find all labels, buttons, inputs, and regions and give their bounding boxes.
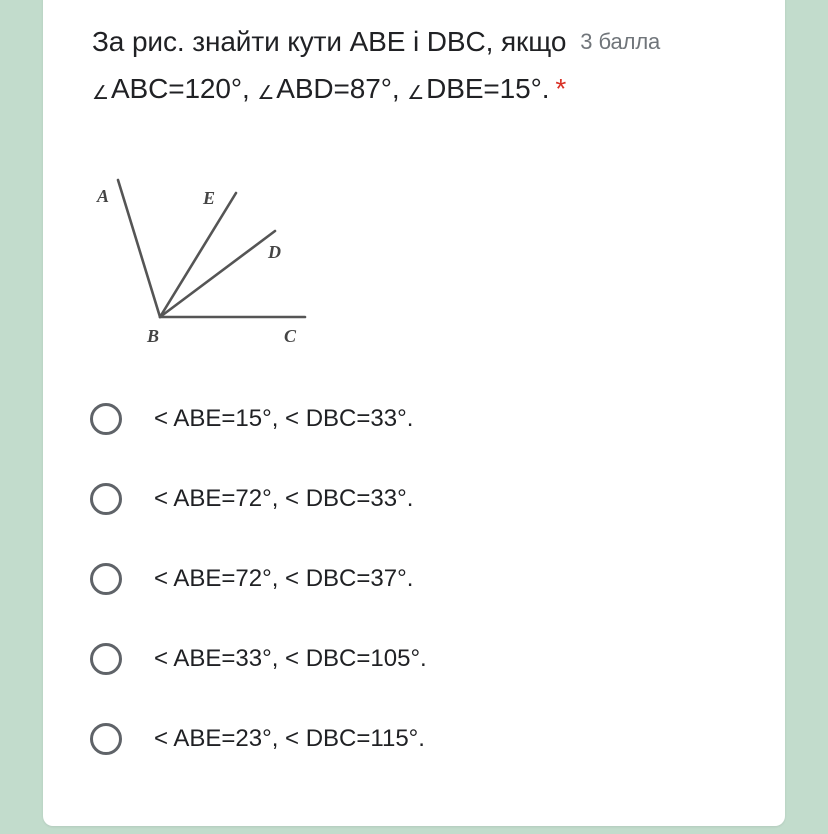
radio-button[interactable]	[90, 563, 122, 595]
option-label: < ABE=23°, < DBC=115°.	[154, 725, 425, 752]
ray-ba	[118, 180, 160, 317]
answer-option[interactable]	[90, 718, 425, 760]
question-text	[92, 18, 752, 117]
given-angle-abd: ABD=87°,	[276, 73, 400, 104]
ray-bd	[160, 231, 275, 317]
radio-button[interactable]	[90, 643, 122, 675]
answer-option[interactable]	[90, 398, 413, 440]
angle-icon: ∠	[407, 83, 425, 104]
label-d: D	[268, 242, 281, 262]
answer-option[interactable]	[90, 638, 427, 680]
angle-icon: ∠	[257, 83, 275, 104]
answer-option[interactable]	[90, 558, 413, 600]
given-angle-abc: ABC=120°,	[110, 73, 250, 104]
option-label: < ABE=33°, < DBC=105°.	[154, 645, 427, 672]
label-c: C	[284, 326, 297, 346]
option-label: < ABE=72°, < DBC=33°.	[154, 485, 414, 512]
question-line-2	[92, 65, 752, 117]
option-label: < ABE=72°, < DBC=37°.	[154, 565, 414, 592]
option-label: < ABE=15°, < DBC=33°.	[154, 405, 414, 432]
label-e: E	[203, 188, 216, 208]
required-asterisk: *	[555, 73, 567, 104]
radio-button[interactable]	[90, 483, 122, 515]
question-title: За рис. знайти кути ABE і DBC, якщо	[92, 26, 567, 57]
ray-be	[160, 193, 236, 317]
label-a: A	[97, 186, 110, 206]
points-label: 3 балла	[580, 29, 661, 54]
label-b: B	[147, 326, 160, 346]
angle-icon: ∠	[92, 83, 109, 104]
question-line-1	[92, 18, 752, 65]
answer-option[interactable]	[90, 478, 413, 520]
angle-diagram	[90, 172, 315, 352]
given-angle-dbe: DBE=15°.	[426, 73, 550, 104]
radio-button[interactable]	[90, 723, 122, 755]
radio-button[interactable]	[90, 403, 122, 435]
